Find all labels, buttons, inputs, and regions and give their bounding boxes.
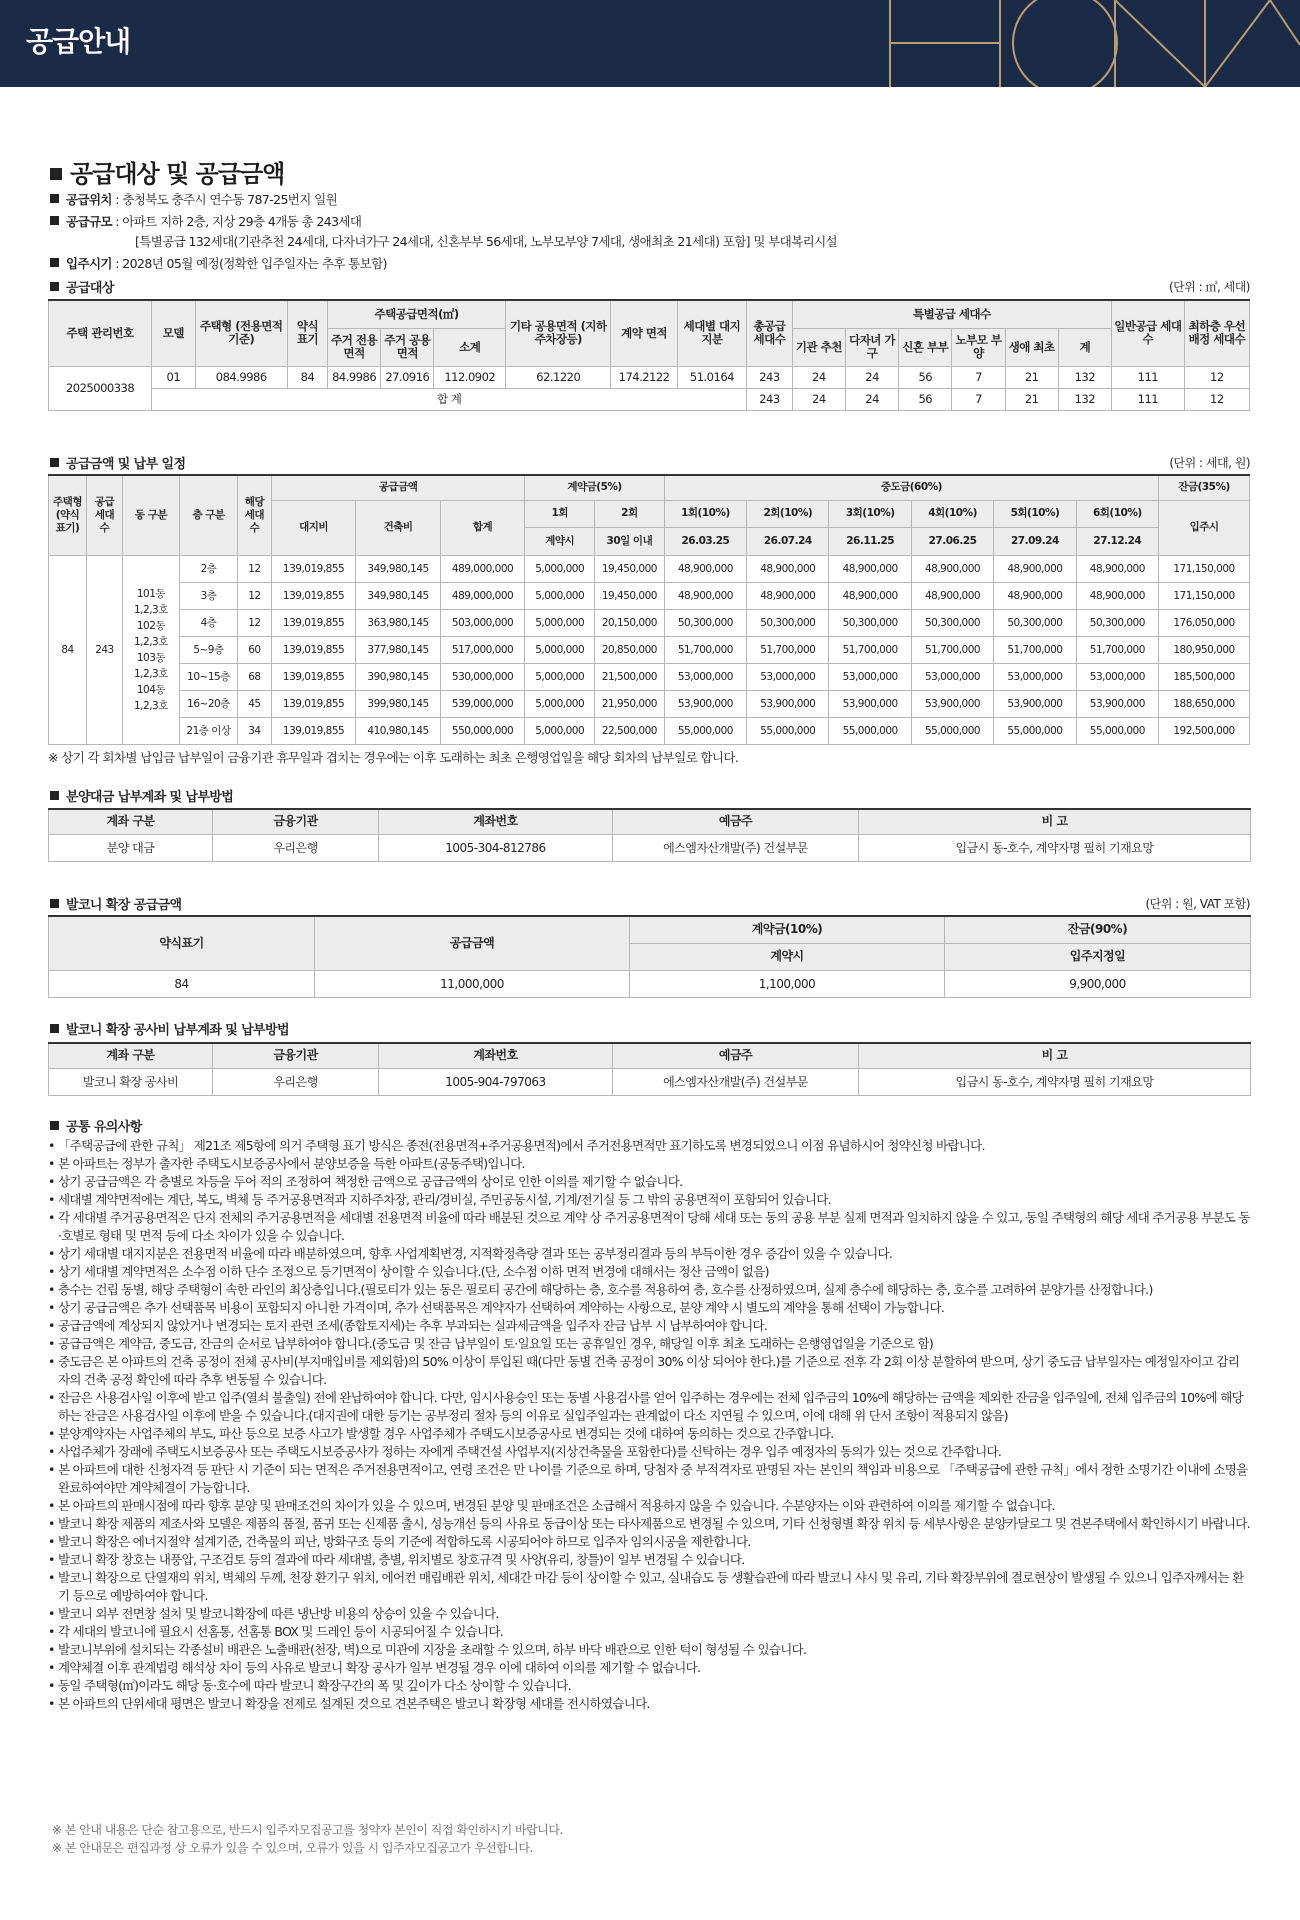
floor-cell: 10~15층 [179, 663, 237, 690]
footer-note-1: ※ 본 안내 내용은 단순 참고용으로, 반드시 입주자모집공고를 청약자 본인이 직접 확인하시기 바랍니다. [52, 1823, 563, 1837]
th-land: 대지비 [271, 500, 355, 555]
account-number: 1005-304-812786 [379, 834, 613, 861]
table-total-row: 합 계 243 24 24 56 7 21 132 111 12 [49, 388, 1250, 410]
amount-cell: 48,900,000 [1076, 555, 1158, 582]
amount-cell: 180,950,000 [1159, 636, 1250, 663]
amount-cell: 5,000,000 [525, 582, 595, 609]
supply-target-unit: (단위 : ㎡, 세대) [1168, 280, 1250, 294]
amount-cell: 5,000,000 [525, 663, 595, 690]
notice-item: • 본 아파트의 단위세대 평면은 발코니 확장을 전제로 설계된 것으로 견본주택은 발코니 확장형 세대를 전시하였습니다. [48, 1695, 1250, 1713]
amount-cell: 55,000,000 [747, 717, 829, 744]
amount-cell: 12 [238, 609, 272, 636]
notice-item: • 각 세대별 주거공용면적은 단지 전체의 주거공용면적을 세대별 전용면적 비율에 따라 배분된 것으로 계약 상 주거공용면적이 당해 세대 또는 동의 공용 부분 실제 면적과 일치하지 않을 수 있고, 동일 주택형의 해당 세대 주거공용 부분도 동·호별로 형태 및 면적 등에 다소 차이가 있을 수 있습니다. [48, 1209, 1250, 1245]
amount-cell: 489,000,000 [440, 555, 525, 582]
dong-line: 104동 [136, 683, 166, 696]
info-scale: 공급규모 : 아파트 지하 2층, 지상 29층 4개동 총 243세대 [50, 213, 361, 231]
info-location: 공급위치 : 충청북도 충주시 연수동 787-25번지 일원 [50, 191, 337, 209]
payment-title: 공급금액 및 납부 일정 [50, 453, 185, 472]
amount-cell: 68 [238, 663, 272, 690]
dong-line: 1,2,3호 [134, 603, 168, 616]
amount-cell: 48,900,000 [1076, 582, 1158, 609]
amount-cell: 20,850,000 [595, 636, 665, 663]
amount-cell: 50,300,000 [1076, 609, 1158, 636]
payment-table [48, 474, 1250, 745]
th-build: 건축비 [356, 500, 440, 555]
amount-cell: 55,000,000 [911, 717, 993, 744]
notice-item: • 발코니 확장 제품의 제조사와 모델은 제품의 품절, 품귀 또는 신제품 출시, 성능개선 등의 사유로 동급이상 또는 타사제품으로 변경될 수 있으며, 기타 신청형별 확장 위치 등 세부사항은 분양카달로그 및 견본주택에서 확인하시기 바랍니다. [48, 1515, 1250, 1533]
balcony-account-table: 계좌 구분 금융기관 계좌번호 예금주 비 고 발코니 확장 공사비 우리은행 1005-904-797063 에스엠자산개발(주) 건설부문 입금시 동-호수, 계약자명 필히 기재요망 [48, 1042, 1251, 1096]
th-m2: 2회(10%) [747, 500, 829, 527]
amount-cell: 503,000,000 [440, 609, 525, 636]
notice-item: • 발코니 확장 창호는 내풍압, 구조검토 등의 결과에 따라 세대별, 층별, 위치별로 창호규격 및 사양(유리, 창틀)이 일부 변경될 수 있습니다. [48, 1551, 1250, 1569]
amount-cell: 363,980,145 [356, 609, 440, 636]
amount-cell: 50,300,000 [829, 609, 911, 636]
th-area-group: 주택공급면적(㎡) [328, 300, 506, 328]
amount-cell: 20,150,000 [595, 609, 665, 636]
amount-cell: 51,700,000 [911, 636, 993, 663]
amount-cell: 50,300,000 [994, 609, 1076, 636]
amount-cell: 139,019,855 [271, 609, 355, 636]
notice-item: • 발코니부위에 설치되는 각종설비 배관은 노출배관(천장, 벽)으로 미관에 지장을 초래할 수 있으며, 하부 바닥 배관으로 인한 턱이 형성될 수 있습니다. [48, 1641, 1250, 1659]
floor-cell: 2층 [179, 555, 237, 582]
balcony-table: 약식표기 공급금액 계약금(10%) 잔금(90%) 계약시 입주지정일 84 11,000,000 1,100,000 9,900,000 [48, 915, 1251, 998]
notice-item: • 공급금액은 계약금, 중도금, 잔금의 순서로 납부하여야 합니다.(중도금 및 잔금 납부일이 토·일요일 또는 공휴일인 경우, 해당일 이후 최초 도래하는 은행영업일을 기준으로 함) [48, 1335, 1250, 1353]
payment-unit: (단위 : 세대, 원) [1169, 456, 1250, 470]
th-sum: 계 [1058, 328, 1111, 366]
amount-cell: 48,900,000 [829, 582, 911, 609]
th-special-group: 특별공급 세대수 [792, 300, 1111, 328]
amount-cell: 22,500,000 [595, 717, 665, 744]
amount-cell: 53,900,000 [1076, 690, 1158, 717]
info-move-in: 입주시기 : 2028년 05월 예정(정확한 입주일자는 추후 통보함) [50, 255, 387, 273]
amount-cell: 48,900,000 [747, 582, 829, 609]
amount-cell: 21,950,000 [595, 690, 665, 717]
th-m3: 3회(10%) [829, 500, 911, 527]
amount-cell: 48,900,000 [747, 555, 829, 582]
amount-cell: 399,980,145 [356, 690, 440, 717]
balcony-title: 발코니 확장 공급금액 [50, 894, 181, 913]
amount-cell: 19,450,000 [595, 582, 665, 609]
main-heading: 공급대상 및 공급금액 [50, 154, 284, 189]
amount-cell: 5,000,000 [525, 555, 595, 582]
amount-cell: 48,900,000 [664, 555, 746, 582]
amount-cell: 50,300,000 [911, 609, 993, 636]
amount-cell: 48,900,000 [911, 555, 993, 582]
th-d2-when: 30일 이내 [595, 527, 665, 555]
amount-cell: 53,900,000 [829, 690, 911, 717]
page-header [0, 0, 1300, 87]
amount-cell: 51,700,000 [829, 636, 911, 663]
notice-item: • 본 아파트의 판매시점에 따라 향후 분양 및 판매조건의 차이가 있을 수 있으며, 변경된 분양 및 판매조건은 소급해서 적용하지 않을 수 있습니다. 수분양자는 이와 관련하여 이의를 제기할 수 없습니다. [48, 1497, 1250, 1515]
floor-cell: 3층 [179, 582, 237, 609]
amount-cell: 517,000,000 [440, 636, 525, 663]
amount-cell: 188,650,000 [1159, 690, 1250, 717]
amount-cell: 390,980,145 [356, 663, 440, 690]
amount-cell: 539,000,000 [440, 690, 525, 717]
pay-dong-cell [122, 555, 179, 744]
amount-cell: 139,019,855 [271, 555, 355, 582]
amount-cell: 50,300,000 [747, 609, 829, 636]
dong-line: 1,2,3호 [134, 667, 168, 680]
th-elder: 노부모 부양 [952, 328, 1005, 366]
pay-households-cell: 243 [87, 555, 123, 744]
amount-cell: 50,300,000 [664, 609, 746, 636]
th-m5: 5회(10%) [994, 500, 1076, 527]
notice-item: • 분양계약자는 사업주체의 부도, 파산 등으로 보증 사고가 발생할 경우 사업주체가 주택도시보증공사로 변경되는 것에 대하여 동의하는 것으로 간주합니다. [48, 1425, 1250, 1443]
th-pay-units: 해당 세대 수 [238, 475, 272, 555]
th-balance-group: 잔금(35%) [1159, 475, 1250, 500]
th-common: 주거 공용면적 [381, 328, 434, 366]
amount-cell: 5,000,000 [525, 636, 595, 663]
amount-cell: 48,900,000 [829, 555, 911, 582]
amount-cell: 55,000,000 [664, 717, 746, 744]
amount-cell: 139,019,855 [271, 636, 355, 663]
amount-cell: 34 [238, 717, 272, 744]
amount-cell: 53,000,000 [994, 663, 1076, 690]
amount-cell: 349,980,145 [356, 582, 440, 609]
th-price-group: 공급금액 [271, 475, 524, 500]
amount-cell: 21,500,000 [595, 663, 665, 690]
amount-cell: 55,000,000 [994, 717, 1076, 744]
notice-item: • 공급금액에 계상되지 않았거나 변경되는 토지 관련 조세(종합토지세)는 추후 부과되는 실과세금액을 입주자 잔금 납부 시 납부하여야 합니다. [48, 1317, 1250, 1335]
th-middle-group: 중도금(60%) [664, 475, 1158, 500]
notice-item: • 각 세대의 발코니에 필요시 선홈통, 선홈통 BOX 및 드레인 등이 시공되어질 수 있습니다. [48, 1623, 1250, 1641]
notice-item: • 층수는 건립 동별, 해당 주택형이 속한 라인의 최상층입니다.(필로티가 있는 동은 필로티 공간에 해당하는 층, 호수를 적용하여 층, 호수를 산정하였으며, 실제 층수에 해당하는 층, 호수를 고려하여 분양가를 산정합니다.) [48, 1281, 1250, 1299]
amount-cell: 349,980,145 [356, 555, 440, 582]
amount-cell: 176,050,000 [1159, 609, 1250, 636]
amount-cell: 5,000,000 [525, 717, 595, 744]
amount-cell: 12 [238, 555, 272, 582]
footer-note-2: ※ 본 안내문은 편집과정 상 오류가 있을 수 있으며, 오류가 있을 시 입주자모집공고가 우선합니다. [52, 1841, 533, 1855]
amount-cell: 139,019,855 [271, 663, 355, 690]
th-abbr: 약식 표기 [287, 300, 327, 366]
amount-cell: 550,000,000 [440, 717, 525, 744]
amount-cell: 12 [238, 582, 272, 609]
amount-cell: 53,000,000 [1076, 663, 1158, 690]
floor-cell: 5~9층 [179, 636, 237, 663]
notice-item: • 본 아파트는 정부가 출자한 주택도시보증공사에서 분양보증을 득한 아파트(공동주택)입니다. [48, 1155, 1250, 1173]
amount-cell: 55,000,000 [1076, 717, 1158, 744]
floor-cell: 21층 이상 [179, 717, 237, 744]
pay-type-cell: 84 [49, 555, 87, 744]
amount-cell: 5,000,000 [525, 690, 595, 717]
th-other: 기타 공용면적 (지하주차장등) [506, 300, 611, 366]
th-m1: 1회(10%) [664, 500, 746, 527]
account-table: 계좌 구분 금융기관 계좌번호 예금주 비 고 분양 대금 우리은행 1005-304-812786 에스엠자산개발(주) 건설부문 입금시 동-호수, 계약자명 필히 기재요망 [48, 808, 1251, 862]
balcony-account-number: 1005-904-797063 [379, 1068, 613, 1095]
th-m6: 6회(10%) [1076, 500, 1158, 527]
notice-item: • 상기 세대별 대지지분은 전용면적 비율에 따라 배분하였으며, 향후 사업계획변경, 지적확정측량 결과 또는 공부정리결과 등의 부득이한 경우 증감이 있을 수 있습니다. [48, 1245, 1250, 1263]
th-pay-households: 공급 세대 수 [87, 475, 123, 555]
notice-item: • 상기 공급금액은 추가 선택품목 비용이 포함되지 아니한 가격이며, 추가 선택품목은 계약자가 선택하여 계약하는 사항으로, 분양 계약 시 별도의 계약을 통해 선택이 가능합니다. [48, 1299, 1250, 1317]
amount-cell: 45 [238, 690, 272, 717]
th-multi: 다자녀 가구 [845, 328, 898, 366]
notice-item: • 발코니 확장으로 단열재의 위치, 벽체의 두께, 천장 환기구 위치, 에어컨 매립배관 위치, 세대간 마감 등이 상이할 수 있고, 실내습도 등 생활습관에 따라 발코니 샤시 및 유리, 기타 확장부위에 결로현상이 발생될 수 있으니 입주자께서는 환기 등으로 예방하여야 합니다. [48, 1569, 1250, 1605]
th-pay-dong: 동 구분 [122, 475, 179, 555]
floor-cell: 4층 [179, 609, 237, 636]
table-row [49, 555, 1250, 582]
supply-target-title: 공급대상 [50, 277, 114, 296]
amount-cell: 171,150,000 [1159, 555, 1250, 582]
dong-line: 102동 [136, 619, 166, 632]
table-row: 분양 대금 우리은행 1005-304-812786 에스엠자산개발(주) 건설부문 입금시 동-호수, 계약자명 필히 기재요망 [49, 834, 1251, 861]
dong-line: 103동 [136, 651, 166, 664]
amount-cell: 53,900,000 [664, 690, 746, 717]
amount-cell: 53,900,000 [994, 690, 1076, 717]
amount-cell: 377,980,145 [356, 636, 440, 663]
dong-line: 101동 [136, 587, 166, 600]
table-row [49, 609, 1250, 636]
amount-cell: 48,900,000 [911, 582, 993, 609]
balcony-account-title: 발코니 확장 공사비 납부계좌 및 납부방법 [50, 1019, 289, 1038]
notice-item: • 계약체결 이후 관계법령 해석상 차이 등의 사유로 발코니 확장 공사가 일부 변경될 경우 이에 대하여 이의를 제기할 수 없습니다. [48, 1659, 1250, 1677]
dong-line: 1,2,3호 [134, 699, 168, 712]
amount-cell: 185,500,000 [1159, 663, 1250, 690]
th-type: 주택형 (전용면적기준) [195, 300, 287, 366]
amount-cell: 60 [238, 636, 272, 663]
amount-cell: 530,000,000 [440, 663, 525, 690]
th-first: 생애 최초 [1005, 328, 1058, 366]
notice-item: • 발코니 확장은 에너지절약 설계기준, 건축물의 피난, 방화구조 등의 기준에 적합하도록 시공되어야 하므로 입주자 임의시공을 제한합니다. [48, 1533, 1250, 1551]
amount-cell: 192,500,000 [1159, 717, 1250, 744]
th-land: 세대별 대지지분 [677, 300, 746, 366]
amount-cell: 55,000,000 [829, 717, 911, 744]
th-pay-type: 주택형 (약식 표기) [49, 475, 87, 555]
th-balance-when: 입주시 [1159, 500, 1250, 555]
th-m1-date: 26.03.25 [664, 527, 746, 555]
th-m6-date: 27.12.24 [1076, 527, 1158, 555]
notice-item: • 잔금은 사용검사일 이후에 받고 입주(열쇠 불출일) 전에 완납하여야 합니다. 다만, 임시사용승인 또는 동별 사용검사를 얻어 입주하는 경우에는 전체 입주금의 10%에 해당하는 금액을 제외한 잔금을 입주일에, 전체 입주금의 10%에 해당하는 잔금은 사용검사일 이후에 받을 수 있습니다.(대지권에 대한 등기는 공부정리 절차 등의 이유로 실입주일과는 관계없이 다소 지연될 수 있으며, 이에 대해 위 단서 조항이 적용되지 않음) [48, 1389, 1250, 1425]
notice-item: • 「주택공급에 관한 규칙」 제21조 제5항에 의거 주택형 표기 방식은 종전(전용면적+주거공용면적)에서 주거전용면적만 표기하도록 변경되었으니 이점 유념하시어 청약신청 바랍니다. [48, 1137, 1250, 1155]
amount-cell: 19,450,000 [595, 555, 665, 582]
th-model: 모델 [152, 300, 195, 366]
notice-item: • 상기 세대별 계약면적은 소수점 이하 단수 조정으로 등기면적이 상이할 수 있습니다.(단, 소수점 이하 면적 변경에 대해서는 정산 금액이 없음) [48, 1263, 1250, 1281]
th-newly: 신혼 부부 [899, 328, 952, 366]
table-row [49, 690, 1250, 717]
amount-cell: 51,700,000 [747, 636, 829, 663]
table-row [49, 717, 1250, 744]
th-d1: 1회 [525, 500, 595, 527]
th-top: 최하층 우선배정 세대수 [1184, 300, 1249, 366]
amount-cell: 139,019,855 [271, 717, 355, 744]
amount-cell: 48,900,000 [994, 555, 1076, 582]
th-m2-date: 26.07.24 [747, 527, 829, 555]
amount-cell: 139,019,855 [271, 690, 355, 717]
brand-logo-icon [850, 0, 1300, 87]
th-inst: 기관 추천 [792, 328, 845, 366]
th-house-no: 주택 관리번호 [49, 300, 152, 366]
amount-cell: 51,700,000 [664, 636, 746, 663]
th-price-sum: 합계 [440, 500, 525, 555]
th-pay-floor: 층 구분 [179, 475, 237, 555]
amount-cell: 410,980,145 [356, 717, 440, 744]
notice-item: • 세대별 계약면적에는 계단, 복도, 벽체 등 주거공용면적과 지하주차장, 관리/경비실, 주민공동시설, 기계/전기실 등 그 밖의 공용면적이 포함되어 있습니다. [48, 1191, 1250, 1209]
th-m5-date: 27.09.24 [994, 527, 1076, 555]
dong-line: 1,2,3호 [134, 635, 168, 648]
amount-cell: 51,700,000 [1076, 636, 1158, 663]
supply-target-table [48, 299, 1250, 411]
th-subtotal: 소계 [434, 328, 506, 366]
th-m4-date: 27.06.25 [911, 527, 993, 555]
th-excl: 주거 전용면적 [328, 328, 381, 366]
notice-item: • 발코니 외부 전면창 설치 및 발코니확장에 따른 냉난방 비용의 상승이 있을 수 있습니다. [48, 1605, 1250, 1623]
th-contract: 계약 면적 [611, 300, 677, 366]
th-deposit-group: 계약금(5%) [525, 475, 664, 500]
payment-note: ※ 상기 각 회차별 납입금 납부일이 금융기관 휴무일과 겹치는 경우에는 이후 도래하는 최초 은행영업일을 해당 회차의 납부일로 합니다. [48, 750, 739, 765]
balcony-unit: (단위 : 원, VAT 포함) [1145, 897, 1250, 911]
notice-list [48, 1137, 1250, 1713]
amount-cell: 489,000,000 [440, 582, 525, 609]
th-d1-when: 계약시 [525, 527, 595, 555]
th-total: 총공급 세대수 [747, 300, 793, 366]
amount-cell: 139,019,855 [271, 582, 355, 609]
th-d2: 2회 [595, 500, 665, 527]
info-scale-detail: [특별공급 132세대(기관추천 24세대, 다자녀가구 24세대, 신혼부부 56세대, 노부모부양 7세대, 생애최초 21세대) 포함] 및 부대복리시설 [135, 234, 838, 249]
amount-cell: 171,150,000 [1159, 582, 1250, 609]
amount-cell: 51,700,000 [994, 636, 1076, 663]
notice-item: • 상기 공급금액은 각 층별로 차등을 두어 적의 조정하여 책정한 금액으로 공급금액의 상이로 인한 이의를 제기할 수 없습니다. [48, 1173, 1250, 1191]
floor-cell: 16~20층 [179, 690, 237, 717]
amount-cell: 53,900,000 [911, 690, 993, 717]
th-general: 일반공급 세대수 [1111, 300, 1184, 366]
notices-title: 공통 유의사항 [50, 1116, 142, 1135]
table-row [49, 636, 1250, 663]
account-title: 분양대금 납부계좌 및 납부방법 [50, 786, 233, 805]
amount-cell: 53,000,000 [911, 663, 993, 690]
amount-cell: 53,000,000 [747, 663, 829, 690]
notice-item: • 중도금은 본 아파트의 건축 공정이 전체 공사비(부지매입비를 제외함)의 50% 이상이 투입된 때(다만 동별 건축 공정이 30% 이상 되어야 한다.)를 기준으로 전후 각 2회 이상 분할하여 받으며, 상기 중도금 납부일자는 예정일자이고 감리자의 건축 공정 확인에 따라 추후 변동될 수 있습니다. [48, 1353, 1250, 1389]
table-row: 발코니 확장 공사비 우리은행 1005-904-797063 에스엠자산개발(주) 건설부문 입금시 동-호수, 계약자명 필히 기재요망 [49, 1068, 1251, 1095]
notice-item: • 사업주체가 장래에 주택도시보증공사 또는 주택도시보증공사가 정하는 자에게 주택건설 사업부지(지상건축물을 포함한다)를 신탁하는 경우 입주 예정자의 동의가 있는 것으로 간주합니다. [48, 1443, 1250, 1461]
amount-cell: 48,900,000 [664, 582, 746, 609]
table-row [49, 582, 1250, 609]
amount-cell: 53,900,000 [747, 690, 829, 717]
table-row: 84 11,000,000 1,100,000 9,900,000 [49, 970, 1251, 997]
th-m3-date: 26.11.25 [829, 527, 911, 555]
notice-item: • 동일 주택형(㎡)이라도 해당 동·호수에 따라 발코니 확장구간의 폭 및 깊이가 다소 상이할 수 있습니다. [48, 1677, 1250, 1695]
table-row [49, 663, 1250, 690]
amount-cell: 53,000,000 [829, 663, 911, 690]
amount-cell: 53,000,000 [664, 663, 746, 690]
th-m4: 4회(10%) [911, 500, 993, 527]
table-row: 2025000338 01 084.9986 84 84.9986 27.0916 112.0902 62.1220 174.2122 51.0164 243 24 24 56 7 21 132 111 12 [49, 366, 1250, 388]
header-title: 공급안내 [26, 25, 131, 58]
notice-item: • 본 아파트에 대한 신청자격 등 판단 시 기준이 되는 면적은 주거전용면적이고, 연령 조건은 만 나이를 기준으로 하며, 당첨자 중 부적격자로 판명된 자는 본인의 책임과 비용으로 「주택공급에 관한 규칙」에서 정한 소명기간 이내에 소명을 완료하여야만 계약체결이 가능합니다. [48, 1461, 1250, 1497]
amount-cell: 5,000,000 [525, 609, 595, 636]
amount-cell: 48,900,000 [994, 582, 1076, 609]
